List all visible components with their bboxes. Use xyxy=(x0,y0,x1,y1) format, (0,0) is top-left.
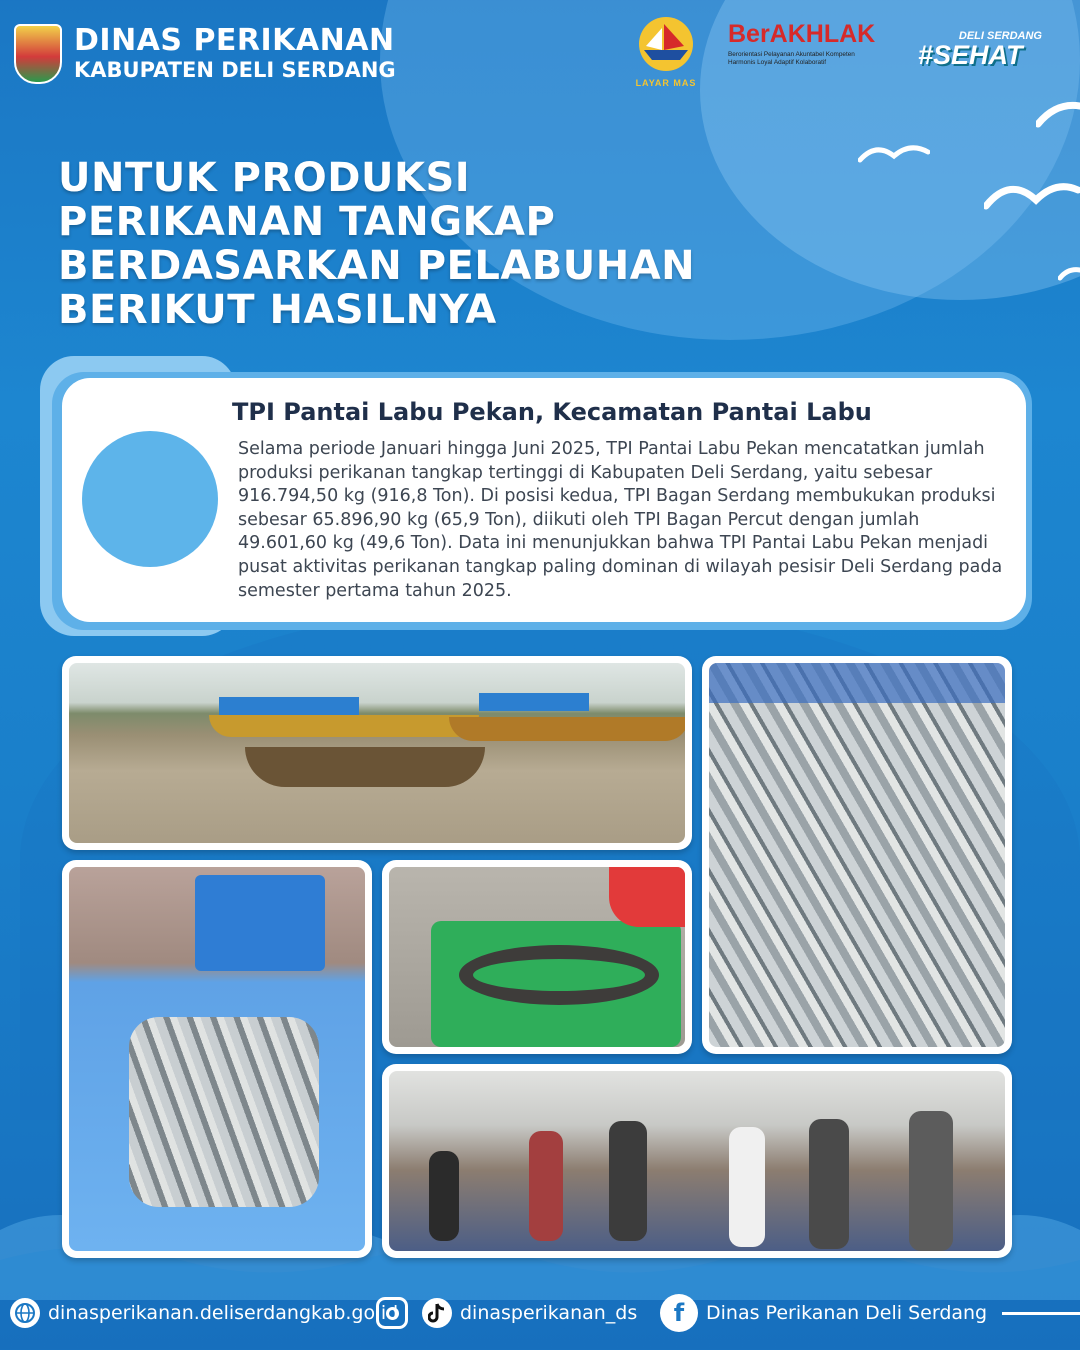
bird-icon xyxy=(858,140,930,164)
footer xyxy=(0,1292,1080,1334)
sehat-top-label: DELI SERDANG xyxy=(958,30,1042,42)
berakhlak-word: BerAKHLAK xyxy=(728,20,876,48)
bird-icon xyxy=(1058,266,1080,282)
sehat-main-label: #SEHAT xyxy=(918,40,1023,70)
deli-serdang-sehat-logo xyxy=(918,30,1042,72)
berakhlak-sub1: Berorientasi Pelayanan Akuntabel Kompeten xyxy=(728,51,855,58)
layar-mas-label: LAYAR MAS xyxy=(635,78,697,88)
footer-tiktok[interactable] xyxy=(422,1298,637,1328)
headline-line-4: BERIKUT HASILNYA xyxy=(58,287,497,333)
footer-divider-line xyxy=(1002,1312,1080,1315)
berakhlak-logo xyxy=(728,20,898,82)
headline-line-3: BERDASARKAN PELABUHAN xyxy=(58,243,696,289)
berakhlak-sub2: Harmonis Loyal Adaptif Kolaboratif xyxy=(728,59,827,66)
photo-mackerel-pile xyxy=(702,656,1012,1054)
org-subtitle: KABUPATEN DELI SERDANG xyxy=(74,58,396,82)
website-url: dinasperikanan.deliserdangkab.go.id xyxy=(48,1302,399,1324)
card-accent-circle xyxy=(82,431,218,567)
bird-icon xyxy=(1036,100,1080,130)
photo-fish-crates xyxy=(62,860,372,1258)
org-name: DINAS PERIKANAN xyxy=(74,23,395,58)
bird-icon xyxy=(984,176,1080,216)
footer-instagram[interactable] xyxy=(376,1297,408,1329)
photo-fish-market-crowd xyxy=(382,1064,1012,1258)
headline xyxy=(58,156,778,332)
card-title: TPI Pantai Labu Pekan, Kecamatan Pantai Labu xyxy=(232,398,872,426)
photo-eel-basket xyxy=(382,860,692,1054)
tiktok-icon xyxy=(422,1298,452,1328)
facebook-icon: f xyxy=(660,1294,698,1332)
card-body: Selama periode Januari hingga Juni 2025, TPI Pantai Labu Pekan mencatatkan jumlah produksi perikanan tangkap tertinggi di Kabupaten Deli Serdang, yaitu sebesar 916.794,50 kg (916,8 Ton). Di posisi kedua, TPI Bagan Serdang membukukan produksi sebesar 65.896,90 kg (65,9 Ton), diikuti oleh TPI Bagan Percut dengan jumlah 49.601,60 kg (49,6 Ton). Data ini menunjukkan bahwa TPI Pantai Labu Pekan menjadi pusat aktivitas perikanan tangkap paling dominan di wilayah pesisir Deli Serdang pada semester pertama tahun 2025. xyxy=(238,439,1003,601)
tiktok-handle: dinasperikanan_ds xyxy=(460,1302,638,1324)
footer-facebook[interactable] xyxy=(660,1294,987,1332)
deli-serdang-emblem-icon xyxy=(14,24,62,84)
layar-mas-logo xyxy=(624,14,708,86)
facebook-page: Dinas Perikanan Deli Serdang xyxy=(706,1302,988,1324)
headline-line-2: PERIKANAN TANGKAP xyxy=(58,199,556,245)
headline-line-1: UNTUK PRODUKSI xyxy=(58,155,471,201)
footer-website[interactable] xyxy=(10,1298,398,1328)
globe-icon xyxy=(10,1298,40,1328)
header xyxy=(14,24,396,84)
instagram-icon xyxy=(376,1297,408,1329)
photo-boats-river xyxy=(62,656,692,850)
